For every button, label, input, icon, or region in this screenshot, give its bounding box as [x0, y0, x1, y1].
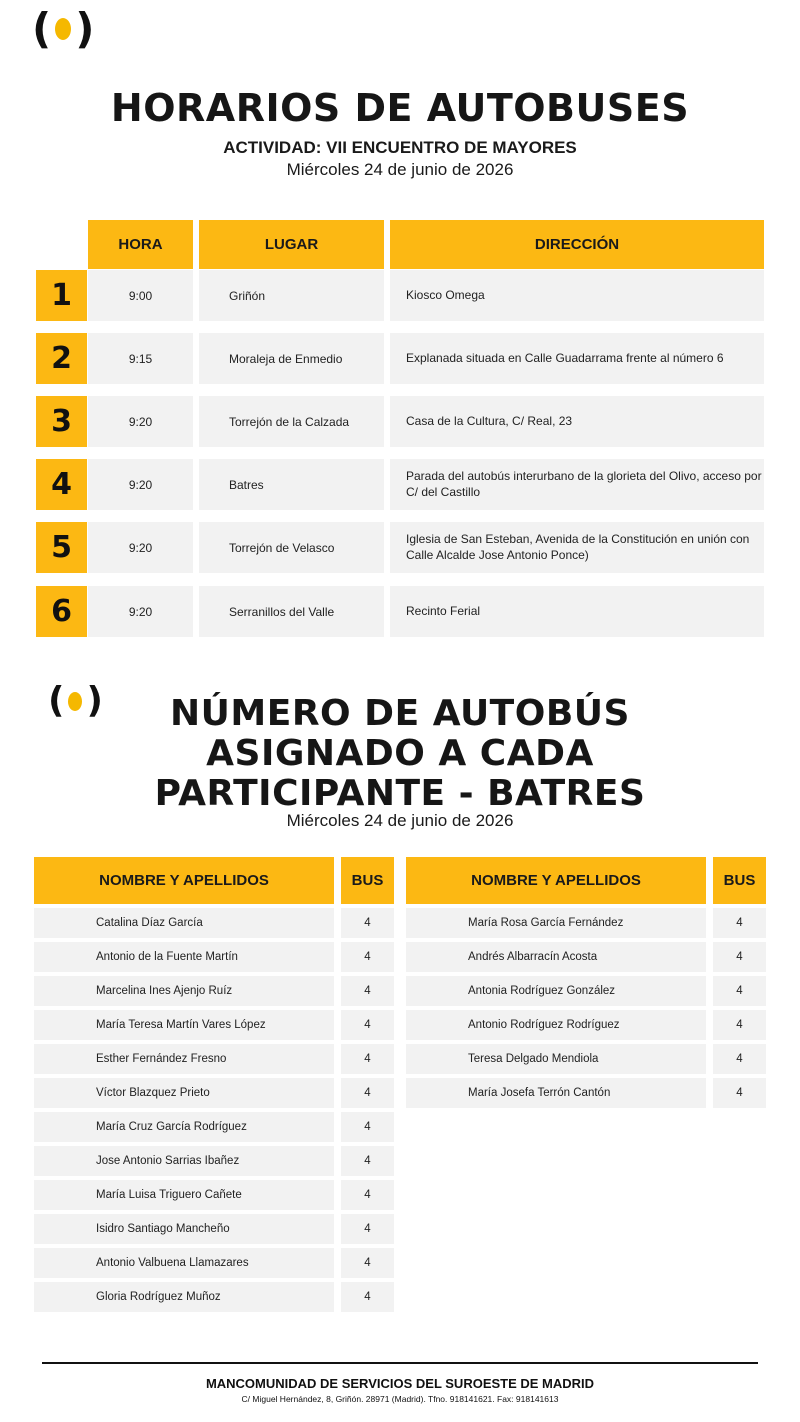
row-number: 6 [36, 586, 87, 637]
col-header-bus-left: BUS [341, 857, 394, 904]
row-number: 3 [36, 396, 87, 447]
event-date: Miércoles 24 de junio de 2026 [286, 160, 514, 179]
logo-left-paren: ( [32, 4, 52, 53]
bus-number: 4 [341, 1112, 394, 1142]
logo-right-paren: ) [75, 4, 95, 53]
bus-number: 4 [341, 942, 394, 972]
logo-left-paren: ( [48, 680, 65, 721]
participant-name: Antonio de la Fuente Martín [34, 942, 334, 972]
participant-name: Isidro Santiago Mancheño [34, 1214, 334, 1244]
footer-address: C/ Miguel Hernández, 8, Griñón. 28971 (Madrid). Tfno. 918141621. Fax: 918141613 [241, 1394, 559, 1404]
lugar-cell: Griñón [199, 270, 384, 321]
col-header-name-left: NOMBRE Y APELLIDOS [34, 857, 334, 904]
hora-cell: 9:20 [88, 522, 193, 573]
participant-name: María Teresa Martín Vares López [34, 1010, 334, 1040]
bus-number: 4 [713, 942, 766, 972]
bus-number: 4 [713, 908, 766, 938]
bus-number: 4 [341, 1214, 394, 1244]
bus-number: 4 [341, 1180, 394, 1210]
lugar-cell: Moraleja de Enmedio [199, 333, 384, 384]
direccion-cell: Explanada situada en Calle Guadarrama frente al número 6 [390, 333, 764, 384]
footer-org: MANCOMUNIDAD DE SERVICIOS DEL SUROESTE DE MADRID [205, 1376, 595, 1391]
hora-cell: 9:00 [88, 270, 193, 321]
lugar-cell: Batres [199, 459, 384, 510]
section2-title-line: NÚMERO DE AUTOBÚS [170, 693, 630, 734]
lugar-cell: Torrejón de Velasco [199, 522, 384, 573]
participant-name: Gloria Rodríguez Muñoz [34, 1282, 334, 1312]
section2-title-line: ASIGNADO A CADA [206, 733, 594, 774]
col-header-lugar: LUGAR [199, 220, 384, 269]
participant-name: María Rosa García Fernández [406, 908, 706, 938]
hora-cell: 9:20 [88, 396, 193, 447]
bus-number: 4 [341, 1146, 394, 1176]
participant-name: María Luisa Triguero Cañete [34, 1180, 334, 1210]
bus-number: 4 [713, 1044, 766, 1074]
col-header-hora: HORA [88, 220, 193, 269]
participant-name: Andrés Albarracín Acosta [406, 942, 706, 972]
bus-number: 4 [713, 976, 766, 1006]
page-title: HORARIOS DE AUTOBUSES [110, 86, 690, 130]
direccion-cell: Casa de la Cultura, C/ Real, 23 [390, 396, 764, 447]
hora-cell: 9:15 [88, 333, 193, 384]
direccion-cell: Recinto Ferial [390, 586, 764, 637]
bus-number: 4 [341, 1010, 394, 1040]
bus-number: 4 [713, 1010, 766, 1040]
lugar-cell: Torrejón de la Calzada [199, 396, 384, 447]
participant-name: Esther Fernández Fresno [34, 1044, 334, 1074]
section2-title-line: PARTICIPANTE - BATRES [154, 773, 646, 814]
participant-name: María Cruz García Rodríguez [34, 1112, 334, 1142]
logo-dot [55, 18, 71, 40]
bus-number: 4 [341, 908, 394, 938]
bus-number: 4 [713, 1078, 766, 1108]
activity-subtitle: ACTIVIDAD: VII ENCUENTRO DE MAYORES [223, 138, 577, 157]
participant-name: Antonia Rodríguez González [406, 976, 706, 1006]
direccion-cell: Iglesia de San Esteban, Avenida de la Constitución en unión con Calle Alcalde Jose Antonio Ponce) [390, 522, 764, 573]
participant-name: Jose Antonio Sarrias Ibañez [34, 1146, 334, 1176]
logo-right-paren: ) [86, 680, 103, 721]
bus-number: 4 [341, 1044, 394, 1074]
bus-number: 4 [341, 1248, 394, 1278]
bus-number: 4 [341, 1078, 394, 1108]
hora-cell: 9:20 [88, 459, 193, 510]
bus-number: 4 [341, 976, 394, 1006]
participant-name: María Josefa Terrón Cantón [406, 1078, 706, 1108]
participant-name: Marcelina Ines Ajenjo Ruíz [34, 976, 334, 1006]
brand-logo [32, 4, 95, 53]
participant-name: Antonio Rodríguez Rodríguez [406, 1010, 706, 1040]
section2-title [0, 694, 800, 814]
direccion-cell: Kiosco Omega [390, 270, 764, 321]
row-number: 4 [36, 459, 87, 510]
row-number: 1 [36, 270, 87, 321]
participant-name: Víctor Blazquez Prieto [34, 1078, 334, 1108]
direccion-cell: Parada del autobús interurbano de la glorieta del Olivo, acceso por C/ del Castillo [390, 459, 764, 510]
participant-name: Catalina Díaz García [34, 908, 334, 938]
hora-cell: 9:20 [88, 586, 193, 637]
participant-name: Antonio Valbuena Llamazares [34, 1248, 334, 1278]
col-header-bus-right: BUS [713, 857, 766, 904]
bus-number: 4 [341, 1282, 394, 1312]
section2-date: Miércoles 24 de junio de 2026 [286, 811, 514, 830]
footer-divider [42, 1362, 758, 1364]
row-number: 5 [36, 522, 87, 573]
col-header-name-right: NOMBRE Y APELLIDOS [406, 857, 706, 904]
lugar-cell: Serranillos del Valle [199, 586, 384, 637]
col-header-direccion: DIRECCIÓN [390, 220, 764, 269]
participant-name: Teresa Delgado Mendiola [406, 1044, 706, 1074]
row-number: 2 [36, 333, 87, 384]
